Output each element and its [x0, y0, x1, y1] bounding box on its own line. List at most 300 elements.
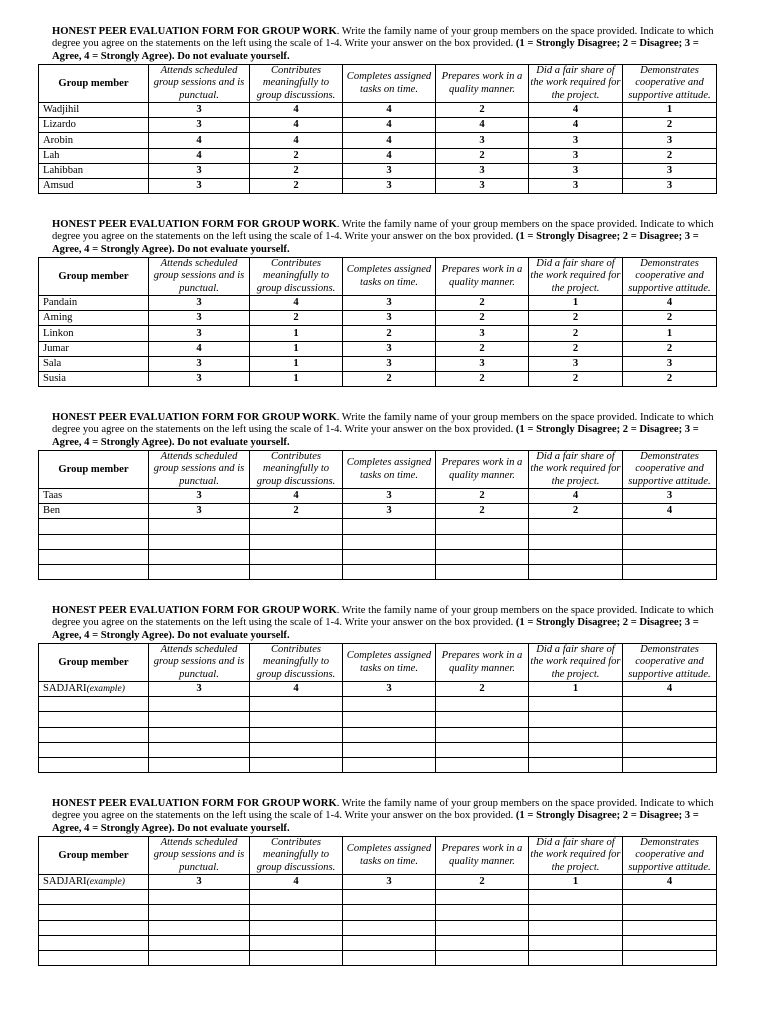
score-cell[interactable]	[623, 712, 717, 727]
evaluation-table	[38, 257, 717, 387]
score-cell[interactable]: 1	[529, 682, 623, 697]
score-cell[interactable]: 2	[529, 326, 623, 341]
score-cell[interactable]: 2	[250, 504, 343, 519]
example-tag: (example)	[86, 876, 125, 888]
score-cell[interactable]	[529, 534, 623, 549]
member-name-cell[interactable]	[39, 504, 149, 519]
member-row	[39, 875, 717, 890]
score-cell[interactable]: 3	[343, 504, 436, 519]
peer-evaluation-form	[38, 412, 716, 580]
score-cell[interactable]	[343, 549, 436, 564]
member-name-cell[interactable]	[39, 489, 149, 504]
member-row	[39, 103, 717, 118]
score-cell[interactable]: 3	[529, 148, 623, 163]
score-cell[interactable]: 4	[250, 133, 343, 148]
form-instructions	[52, 798, 716, 835]
member-row	[39, 519, 717, 534]
score-cell[interactable]	[529, 905, 623, 920]
member-name: Arobin	[43, 134, 74, 146]
score-cell[interactable]: 3	[436, 179, 529, 194]
score-cell[interactable]: 2	[623, 118, 717, 133]
member-row	[39, 148, 717, 163]
score-cell[interactable]	[623, 890, 717, 905]
score-cell[interactable]: 3	[149, 179, 250, 194]
score-cell[interactable]	[436, 727, 529, 742]
score-cell[interactable]: 4	[250, 489, 343, 504]
member-name: Ben	[43, 505, 61, 517]
score-cell[interactable]: 2	[343, 372, 436, 387]
score-cell[interactable]: 2	[529, 504, 623, 519]
score-cell[interactable]	[436, 549, 529, 564]
score-cell[interactable]	[343, 920, 436, 935]
member-name-cell[interactable]	[39, 712, 149, 727]
score-cell[interactable]: 3	[623, 489, 717, 504]
member-name-cell[interactable]	[39, 372, 149, 387]
score-cell[interactable]	[436, 742, 529, 757]
score-cell[interactable]: 4	[343, 148, 436, 163]
criterion-header: Prepares work in a quality manner.	[436, 643, 529, 681]
score-cell[interactable]	[149, 905, 250, 920]
score-cell[interactable]: 2	[250, 311, 343, 326]
score-cell[interactable]: 2	[436, 372, 529, 387]
member-name-cell[interactable]	[39, 549, 149, 564]
score-cell[interactable]	[529, 742, 623, 757]
peer-evaluation-form	[38, 26, 716, 194]
score-cell[interactable]: 3	[149, 296, 250, 311]
score-cell[interactable]	[149, 920, 250, 935]
score-cell[interactable]: 3	[623, 179, 717, 194]
member-name-cell[interactable]	[39, 103, 149, 118]
instruction-text: . Write the family name of your group members on the space provided. Indicate to which degree you agree on the statements on the left using the scale of 1-4. Write your answer on the box provided.	[52, 412, 714, 436]
criterion-header: Attends scheduled group sessions and is punctual.	[149, 257, 250, 295]
score-cell[interactable]: 4	[250, 118, 343, 133]
score-cell[interactable]	[250, 565, 343, 580]
score-cell[interactable]	[529, 565, 623, 580]
criterion-header: Completes assigned tasks on time.	[343, 450, 436, 488]
score-cell[interactable]: 4	[343, 118, 436, 133]
form-heading: HONEST PEER EVALUATION FORM FOR GROUP WORK	[52, 798, 337, 809]
member-name: Wadjihil	[43, 104, 80, 116]
score-cell[interactable]: 3	[149, 875, 250, 890]
score-cell[interactable]	[436, 534, 529, 549]
member-row	[39, 489, 717, 504]
member-name-cell[interactable]	[39, 920, 149, 935]
score-cell[interactable]: 3	[343, 311, 436, 326]
score-cell[interactable]	[529, 935, 623, 950]
instruction-text: . Write the family name of your group members on the space provided. Indicate to which degree you agree on the statements on the left using the scale of 1-4. Write your answer on the box provided.	[52, 798, 714, 822]
member-row	[39, 133, 717, 148]
member-name: Sala	[43, 357, 62, 369]
score-cell[interactable]	[250, 758, 343, 773]
member-name-cell[interactable]	[39, 133, 149, 148]
score-cell[interactable]: 4	[149, 133, 250, 148]
score-cell[interactable]	[250, 549, 343, 564]
score-cell[interactable]: 2	[436, 504, 529, 519]
score-cell[interactable]	[250, 727, 343, 742]
member-name-cell[interactable]	[39, 341, 149, 356]
score-cell[interactable]	[623, 935, 717, 950]
score-cell[interactable]	[250, 519, 343, 534]
member-name-cell[interactable]	[39, 163, 149, 178]
score-cell[interactable]: 4	[149, 341, 250, 356]
score-cell[interactable]: 2	[623, 148, 717, 163]
score-cell[interactable]	[623, 920, 717, 935]
score-cell[interactable]: 4	[623, 296, 717, 311]
score-cell[interactable]	[149, 712, 250, 727]
score-cell[interactable]	[436, 758, 529, 773]
criterion-header: Did a fair share of the work required for the project.	[530, 257, 621, 294]
member-name: SADJARI	[43, 876, 87, 888]
score-cell[interactable]	[436, 920, 529, 935]
score-cell[interactable]	[436, 519, 529, 534]
score-cell[interactable]	[149, 697, 250, 712]
criterion-header: Completes assigned tasks on time.	[343, 643, 436, 681]
member-row	[39, 905, 717, 920]
score-cell[interactable]: 2	[529, 372, 623, 387]
member-name: Lahibban	[43, 164, 84, 176]
score-cell[interactable]: 3	[623, 356, 717, 371]
score-cell[interactable]	[250, 951, 343, 966]
member-row	[39, 296, 717, 311]
score-cell[interactable]: 3	[343, 489, 436, 504]
member-name-cell[interactable]	[39, 148, 149, 163]
score-cell[interactable]	[529, 890, 623, 905]
score-cell[interactable]: 1	[529, 296, 623, 311]
member-name-cell[interactable]	[39, 875, 149, 890]
score-cell[interactable]	[343, 742, 436, 757]
score-cell[interactable]: 2	[436, 682, 529, 697]
score-cell[interactable]: 4	[436, 118, 529, 133]
rating-scale: (1 = Strongly Disagree; 2 = Disagree; 3 = Agree, 4 = Strongly Agree). Do not evaluate yourself.	[52, 38, 699, 62]
score-cell[interactable]: 3	[343, 179, 436, 194]
score-cell[interactable]	[529, 727, 623, 742]
score-cell[interactable]	[343, 951, 436, 966]
score-cell[interactable]	[623, 697, 717, 712]
criterion-header: Contributes meaningfully to group discussions.	[250, 836, 343, 874]
member-row	[39, 920, 717, 935]
score-cell[interactable]	[149, 935, 250, 950]
score-cell[interactable]: 3	[149, 356, 250, 371]
score-cell[interactable]: 3	[343, 356, 436, 371]
score-cell[interactable]: 1	[250, 326, 343, 341]
criterion-header: Contributes meaningfully to group discussions.	[250, 257, 343, 295]
score-cell[interactable]: 4	[529, 489, 623, 504]
score-cell[interactable]	[623, 565, 717, 580]
score-cell[interactable]	[149, 534, 250, 549]
score-cell[interactable]: 3	[436, 326, 529, 341]
member-row	[39, 935, 717, 950]
peer-evaluation-form	[38, 219, 716, 387]
score-cell[interactable]: 2	[436, 875, 529, 890]
criterion-header: Attends scheduled group sessions and is punctual.	[149, 836, 250, 874]
member-row	[39, 504, 717, 519]
score-cell[interactable]: 3	[343, 682, 436, 697]
member-name: Pandain	[43, 297, 78, 309]
score-cell[interactable]	[623, 727, 717, 742]
score-cell[interactable]: 3	[529, 179, 623, 194]
score-cell[interactable]	[623, 534, 717, 549]
member-row	[39, 356, 717, 371]
member-name-cell[interactable]	[39, 682, 149, 697]
score-cell[interactable]: 4	[623, 682, 717, 697]
score-cell[interactable]	[343, 534, 436, 549]
group-member-header: Group member	[39, 836, 149, 874]
score-cell[interactable]: 2	[343, 326, 436, 341]
score-cell[interactable]	[623, 951, 717, 966]
criterion-header: Completes assigned tasks on time.	[343, 257, 436, 295]
score-cell[interactable]: 3	[343, 296, 436, 311]
score-cell[interactable]: 3	[149, 489, 250, 504]
member-row	[39, 712, 717, 727]
member-name: Taas	[43, 490, 63, 502]
criterion-header: Prepares work in a quality manner.	[436, 450, 529, 488]
member-row	[39, 372, 717, 387]
score-cell[interactable]	[529, 920, 623, 935]
score-cell[interactable]	[250, 920, 343, 935]
criterion-header: Demonstrates cooperative and supportive attitude.	[623, 643, 717, 681]
score-cell[interactable]: 3	[149, 311, 250, 326]
header-row	[39, 257, 717, 295]
criterion-header: Did a fair share of the work required for the project.	[530, 450, 621, 487]
score-cell[interactable]	[250, 742, 343, 757]
score-cell[interactable]	[149, 742, 250, 757]
criterion-header: Did a fair share of the work required for the project.	[530, 643, 621, 680]
score-cell[interactable]	[343, 935, 436, 950]
score-cell[interactable]	[436, 565, 529, 580]
score-cell[interactable]: 2	[623, 341, 717, 356]
member-row	[39, 118, 717, 133]
member-name-cell[interactable]	[39, 179, 149, 194]
score-cell[interactable]: 2	[623, 372, 717, 387]
member-name-cell[interactable]	[39, 727, 149, 742]
score-cell[interactable]: 4	[623, 875, 717, 890]
header-row	[39, 643, 717, 681]
group-member-header: Group member	[39, 64, 149, 102]
score-cell[interactable]: 1	[623, 103, 717, 118]
member-name: Aming	[43, 312, 73, 324]
score-cell[interactable]: 3	[436, 133, 529, 148]
score-cell[interactable]: 3	[623, 133, 717, 148]
score-cell[interactable]	[343, 697, 436, 712]
criterion-header: Attends scheduled group sessions and is punctual.	[149, 450, 250, 488]
score-cell[interactable]: 3	[436, 356, 529, 371]
header-row	[39, 450, 717, 488]
member-row	[39, 565, 717, 580]
criterion-header: Demonstrates cooperative and supportive attitude.	[623, 64, 717, 102]
evaluation-table	[38, 64, 717, 194]
member-name-cell[interactable]	[39, 758, 149, 773]
criterion-header: Contributes meaningfully to group discussions.	[250, 450, 343, 488]
score-cell[interactable]: 3	[149, 326, 250, 341]
score-cell[interactable]: 3	[149, 118, 250, 133]
score-cell[interactable]: 1	[250, 372, 343, 387]
score-cell[interactable]: 4	[149, 148, 250, 163]
score-cell[interactable]: 4	[623, 504, 717, 519]
criterion-header: Prepares work in a quality manner.	[436, 64, 529, 102]
score-cell[interactable]: 3	[343, 341, 436, 356]
score-cell[interactable]: 4	[250, 682, 343, 697]
score-cell[interactable]: 1	[529, 875, 623, 890]
score-cell[interactable]: 2	[436, 341, 529, 356]
member-name-cell[interactable]	[39, 534, 149, 549]
member-row	[39, 727, 717, 742]
score-cell[interactable]	[250, 697, 343, 712]
score-cell[interactable]: 1	[250, 356, 343, 371]
member-name-cell[interactable]	[39, 311, 149, 326]
score-cell[interactable]: 4	[343, 133, 436, 148]
instruction-text: . Write the family name of your group members on the space provided. Indicate to which degree you agree on the statements on the left using the scale of 1-4. Write your answer on the box provided.	[52, 26, 714, 50]
score-cell[interactable]: 2	[436, 148, 529, 163]
form-heading: HONEST PEER EVALUATION FORM FOR GROUP WORK	[52, 26, 337, 37]
evaluation-table	[38, 643, 717, 773]
member-row	[39, 742, 717, 757]
score-cell[interactable]: 3	[343, 163, 436, 178]
criterion-header: Attends scheduled group sessions and is punctual.	[149, 643, 250, 681]
score-cell[interactable]	[149, 519, 250, 534]
score-cell[interactable]	[436, 935, 529, 950]
member-name-cell[interactable]	[39, 118, 149, 133]
score-cell[interactable]	[343, 565, 436, 580]
score-cell[interactable]	[436, 951, 529, 966]
score-cell[interactable]	[343, 727, 436, 742]
score-cell[interactable]: 3	[149, 372, 250, 387]
score-cell[interactable]: 2	[250, 179, 343, 194]
score-cell[interactable]: 2	[436, 489, 529, 504]
score-cell[interactable]: 4	[250, 296, 343, 311]
score-cell[interactable]: 2	[436, 311, 529, 326]
member-row	[39, 311, 717, 326]
score-cell[interactable]: 2	[436, 103, 529, 118]
member-row	[39, 758, 717, 773]
score-cell[interactable]: 3	[149, 163, 250, 178]
score-cell[interactable]: 4	[529, 118, 623, 133]
member-row	[39, 549, 717, 564]
member-name-cell[interactable]	[39, 296, 149, 311]
score-cell[interactable]: 2	[250, 148, 343, 163]
rating-scale: (1 = Strongly Disagree; 2 = Disagree; 3 = Agree, 4 = Strongly Agree). Do not evaluate yourself.	[52, 231, 699, 255]
score-cell[interactable]	[343, 712, 436, 727]
evaluation-table	[38, 450, 717, 580]
member-name-cell[interactable]	[39, 519, 149, 534]
score-cell[interactable]	[436, 890, 529, 905]
score-cell[interactable]: 2	[250, 163, 343, 178]
score-cell[interactable]	[529, 519, 623, 534]
score-cell[interactable]	[149, 565, 250, 580]
member-name-cell[interactable]	[39, 890, 149, 905]
score-cell[interactable]	[250, 890, 343, 905]
score-cell[interactable]	[149, 727, 250, 742]
score-cell[interactable]: 4	[343, 103, 436, 118]
score-cell[interactable]	[250, 712, 343, 727]
score-cell[interactable]	[623, 758, 717, 773]
criterion-header: Demonstrates cooperative and supportive attitude.	[623, 450, 717, 488]
member-name-cell[interactable]	[39, 905, 149, 920]
score-cell[interactable]: 2	[529, 311, 623, 326]
member-name-cell[interactable]	[39, 565, 149, 580]
score-cell[interactable]	[343, 905, 436, 920]
criterion-header: Attends scheduled group sessions and is punctual.	[149, 64, 250, 102]
criterion-header: Contributes meaningfully to group discussions.	[250, 643, 343, 681]
member-name-cell[interactable]	[39, 697, 149, 712]
score-cell[interactable]	[529, 549, 623, 564]
score-cell[interactable]	[343, 519, 436, 534]
score-cell[interactable]: 3	[343, 875, 436, 890]
score-cell[interactable]	[250, 905, 343, 920]
member-name-cell[interactable]	[39, 951, 149, 966]
member-name-cell[interactable]	[39, 326, 149, 341]
score-cell[interactable]	[623, 519, 717, 534]
score-cell[interactable]	[149, 758, 250, 773]
score-cell[interactable]: 4	[250, 103, 343, 118]
member-name-cell[interactable]	[39, 742, 149, 757]
score-cell[interactable]	[343, 758, 436, 773]
member-name-cell[interactable]	[39, 356, 149, 371]
score-cell[interactable]: 3	[149, 103, 250, 118]
instruction-text: . Write the family name of your group members on the space provided. Indicate to which degree you agree on the statements on the left using the scale of 1-4. Write your answer on the box provided.	[52, 605, 714, 629]
score-cell[interactable]	[529, 712, 623, 727]
score-cell[interactable]: 2	[436, 296, 529, 311]
criterion-header: Demonstrates cooperative and supportive attitude.	[623, 836, 717, 874]
score-cell[interactable]	[436, 905, 529, 920]
score-cell[interactable]: 1	[623, 326, 717, 341]
criterion-header: Prepares work in a quality manner.	[436, 257, 529, 295]
score-cell[interactable]	[623, 742, 717, 757]
score-cell[interactable]: 3	[529, 163, 623, 178]
member-row	[39, 341, 717, 356]
score-cell[interactable]: 3	[149, 504, 250, 519]
score-cell[interactable]	[149, 951, 250, 966]
score-cell[interactable]	[623, 549, 717, 564]
score-cell[interactable]	[529, 951, 623, 966]
score-cell[interactable]: 4	[529, 103, 623, 118]
score-cell[interactable]: 3	[149, 682, 250, 697]
header-row	[39, 836, 717, 874]
header-row	[39, 64, 717, 102]
score-cell[interactable]: 2	[623, 311, 717, 326]
score-cell[interactable]: 3	[623, 163, 717, 178]
member-name: Lizardo	[43, 119, 76, 131]
score-cell[interactable]	[343, 890, 436, 905]
member-row	[39, 534, 717, 549]
member-name-cell[interactable]	[39, 935, 149, 950]
score-cell[interactable]	[250, 534, 343, 549]
score-cell[interactable]: 3	[529, 356, 623, 371]
score-cell[interactable]	[529, 697, 623, 712]
group-member-header: Group member	[39, 643, 149, 681]
score-cell[interactable]	[436, 697, 529, 712]
score-cell[interactable]: 2	[529, 341, 623, 356]
score-cell[interactable]	[149, 890, 250, 905]
score-cell[interactable]: 3	[529, 133, 623, 148]
score-cell[interactable]: 3	[436, 163, 529, 178]
member-name: Linkon	[43, 327, 74, 339]
member-name: Susia	[43, 373, 66, 385]
score-cell[interactable]	[250, 935, 343, 950]
member-name: Jumar	[43, 342, 69, 354]
group-member-header: Group member	[39, 257, 149, 295]
criterion-header: Did a fair share of the work required for the project.	[530, 836, 621, 873]
score-cell[interactable]: 1	[250, 341, 343, 356]
score-cell[interactable]	[623, 905, 717, 920]
member-name: SADJARI	[43, 683, 87, 695]
score-cell[interactable]: 4	[250, 875, 343, 890]
group-member-header: Group member	[39, 450, 149, 488]
score-cell[interactable]	[529, 758, 623, 773]
example-tag: (example)	[86, 683, 125, 695]
score-cell[interactable]	[436, 712, 529, 727]
score-cell[interactable]	[149, 549, 250, 564]
criterion-header: Completes assigned tasks on time.	[343, 64, 436, 102]
